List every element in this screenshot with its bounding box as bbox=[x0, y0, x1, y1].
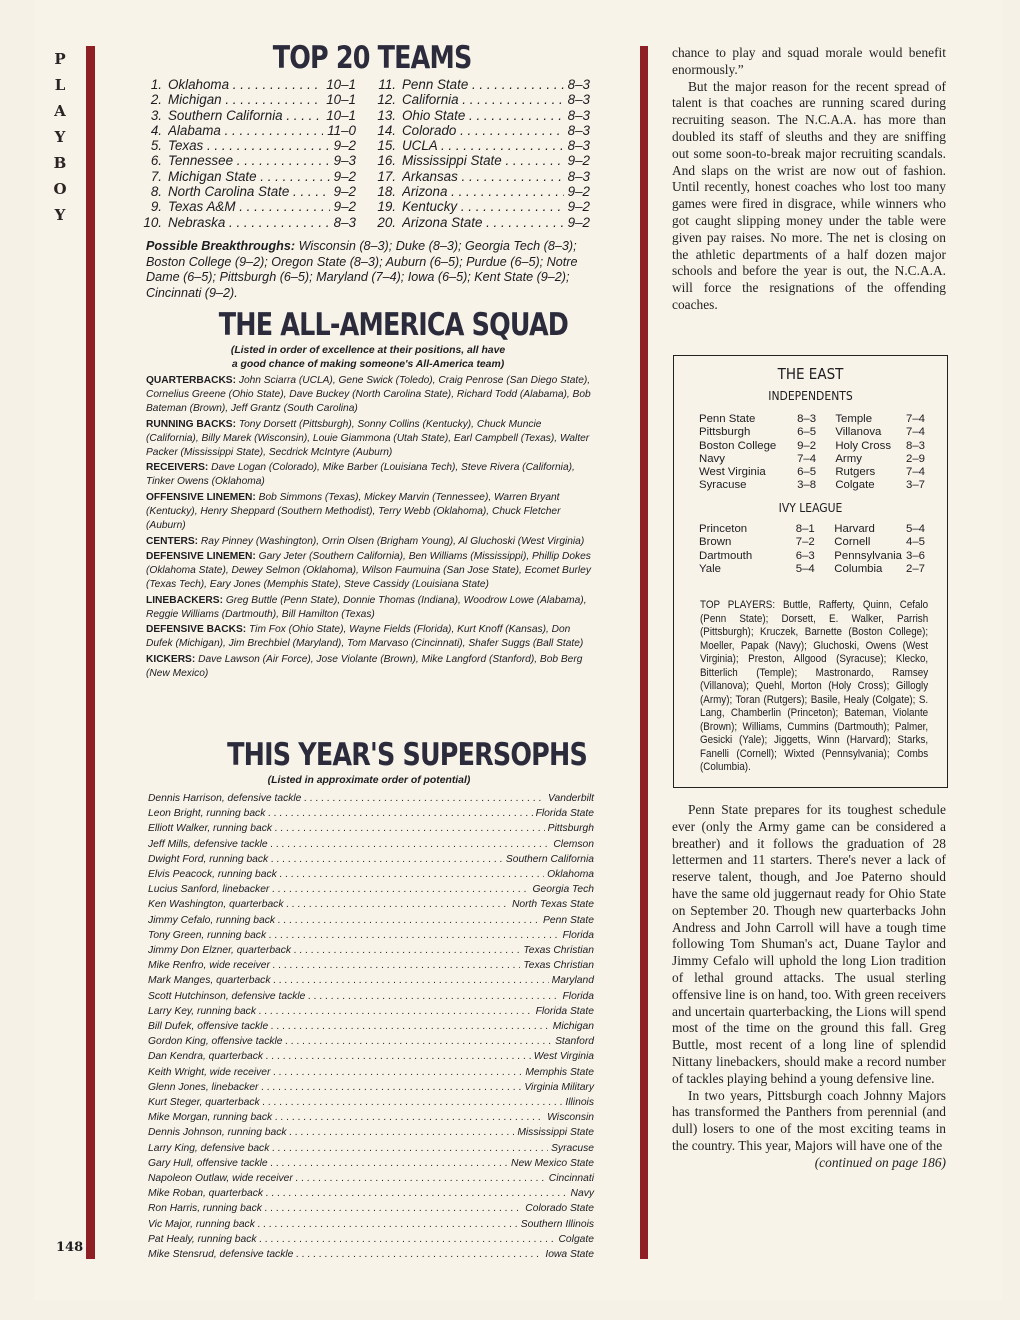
supersoph-player: Dwight Ford, running back . . . bbox=[148, 852, 503, 867]
supersoph-school: Penn State bbox=[543, 914, 594, 926]
team-record: 8–3 bbox=[567, 107, 590, 123]
standings-team: Pennsylvania bbox=[834, 549, 903, 562]
standings-row bbox=[699, 563, 925, 576]
standings-record: 3–8 bbox=[797, 479, 817, 492]
all-america-position bbox=[146, 461, 592, 489]
position-label: RUNNING BACKS: bbox=[146, 418, 236, 430]
standings-team: Dartmouth bbox=[699, 549, 753, 562]
standings-record: 5–4 bbox=[905, 523, 925, 535]
left-red-rule bbox=[86, 46, 95, 1259]
position-players: Bob Simmons (Texas), Mickey Marvin (Tennessee), Warren Bryant (Kentucky), Henry Sheppard (Southern Methodist), Terry Webb (Oklahoma), Chuck Fletcher (Auburn) bbox=[146, 491, 561, 532]
all-america-position bbox=[146, 623, 592, 651]
all-america-heading: THE ALL-AMERICA SQUAD bbox=[218, 307, 569, 343]
supersoph-school: Florida State bbox=[535, 808, 594, 820]
standings-record: 7–4 bbox=[905, 466, 925, 479]
team-record: 8–3 bbox=[567, 77, 590, 92]
all-america-note bbox=[176, 344, 560, 372]
standings-record: 4–5 bbox=[905, 536, 925, 549]
team-record: 8–3 bbox=[567, 92, 590, 108]
supersoph-school: Clemson bbox=[553, 838, 594, 850]
supersoph-player: Mike Stensrud, defensive tackle . . . bbox=[148, 1247, 542, 1262]
all-america-list bbox=[146, 374, 592, 682]
team-rank: 16. bbox=[377, 153, 396, 169]
supersoph-school: Colorado State bbox=[525, 1203, 594, 1215]
supersoph-school: Stanford bbox=[555, 1036, 594, 1048]
supersoph-row bbox=[148, 913, 594, 928]
all-america-position bbox=[146, 535, 592, 549]
team-name: Kentucky . . . bbox=[402, 199, 564, 214]
brand-letter: P bbox=[54, 50, 66, 68]
supersoph-player: Pat Healy, running back . . . bbox=[148, 1232, 556, 1247]
brand-letter: B bbox=[53, 154, 67, 172]
supersoph-player: Glenn Jones, linebacker . . . bbox=[148, 1080, 521, 1095]
team-record: 9–2 bbox=[567, 153, 590, 169]
top20-heading: TOP 20 TEAMS bbox=[272, 40, 472, 76]
team-record: 9–2 bbox=[333, 184, 356, 200]
standings-row bbox=[699, 453, 925, 466]
supersoph-school: Vanderbilt bbox=[548, 793, 594, 804]
supersophs-note: (Listed in approximate order of potential) bbox=[267, 775, 471, 786]
top-players-text: Buttle, Rafferty, Quinn, Cefalo (Penn State); Dorsett, E. Walker, Parrish (Pittsburgh); Kruczek, Barnette (Boston College); Moeller, Papak (Navy); Gluchoski, Owens (West Virginia); Preston, Allgood (Syracuse); Klecko, Bitterlich (Temple); Mastronardo, Ramsey (Villanova); Quehl, Morton (Holy Cross); Gillogly (Army); Toran (Rutgers); Basile, Healy (Colgate); S. Lang, Chamberlin (Princeton); Bateman, Violante (Brown); Williams, Cummins (Dartmouth); Palmer, Gesicki (Yale); Jiggetts, Winn (Harvard); Starks, Fanelli (Cornell); Wixted (Pennsylvania); Combs (Columbia). bbox=[700, 599, 929, 773]
supersoph-row bbox=[148, 1065, 594, 1080]
top20-row bbox=[142, 184, 356, 199]
top20-row bbox=[376, 138, 590, 153]
standings-row bbox=[699, 479, 925, 492]
team-record: 9–3 bbox=[333, 153, 356, 169]
supersoph-school: Cincinnati bbox=[548, 1173, 594, 1185]
breakthroughs-text: Wisconsin (8–3); Duke (8–3); Georgia Tech (8–3); Boston College (9–2); Oregon State (8–3); Auburn (6–5); Purdue (6–5); Notre Dame (6–5); Pittsburgh (6–5); Maryland (7–4); Iowa (6–5); Kent State (9–2); Cincinnati (9–2). bbox=[146, 239, 578, 300]
standings-record: 6–5 bbox=[797, 466, 817, 479]
supersoph-player: Elliott Walker, running back . . . bbox=[148, 821, 545, 836]
standings-team: Pittsburgh bbox=[699, 426, 751, 439]
all-america-position bbox=[146, 594, 592, 622]
all-america-position bbox=[146, 550, 592, 592]
team-rank: 11. bbox=[378, 77, 396, 92]
position-label: DEFENSIVE LINEMEN: bbox=[146, 551, 256, 563]
standings-team: Yale bbox=[699, 562, 721, 575]
supersoph-row bbox=[148, 989, 594, 1004]
all-america-note-line1: (Listed in order of excellence at their positions, all have bbox=[230, 345, 506, 356]
supersoph-row bbox=[148, 1232, 594, 1247]
article-top-p1: chance to play and squad morale would benefit enormously.” bbox=[672, 45, 946, 77]
supersoph-row bbox=[148, 1004, 594, 1019]
standings-record: 7–4 bbox=[905, 426, 925, 439]
team-name: Arizona State . . . bbox=[402, 215, 564, 230]
team-name: Alabama . . . bbox=[168, 123, 323, 138]
top20-row bbox=[142, 77, 356, 92]
magazine-brand-vertical bbox=[50, 46, 70, 228]
supersoph-school: Pittsburgh bbox=[547, 823, 594, 835]
team-rank: 19. bbox=[377, 199, 396, 215]
supersoph-player: Jeff Mills, defensive tackle . . . bbox=[148, 837, 550, 852]
standings-record: 8–3 bbox=[905, 439, 925, 452]
east-standings-box bbox=[673, 355, 948, 788]
independents-table bbox=[699, 413, 925, 493]
supersophs-list bbox=[148, 791, 594, 1262]
supersoph-player: Scott Hutchinson, defensive tackle . . . bbox=[148, 989, 560, 1004]
standings-row bbox=[699, 466, 925, 479]
continued-note: (continued on page 186) bbox=[814, 1154, 946, 1170]
standings-record: 8–3 bbox=[797, 413, 817, 425]
supersoph-school: Wisconsin bbox=[547, 1112, 594, 1124]
team-name: Arkansas . . . bbox=[402, 169, 564, 184]
supersoph-school: Texas Christian bbox=[523, 960, 594, 972]
top20-row bbox=[142, 153, 356, 168]
top20-row bbox=[142, 123, 356, 138]
supersoph-school: Syracuse bbox=[551, 1142, 594, 1154]
supersoph-player: Dan Kendra, quarterback . . . bbox=[148, 1049, 531, 1064]
top20-row bbox=[142, 138, 356, 153]
article-bottom bbox=[672, 802, 946, 1172]
supersoph-school: Georgia Tech bbox=[532, 884, 594, 896]
page-number: 148 bbox=[56, 1240, 84, 1255]
supersoph-player: Leon Bright, running back . . . bbox=[148, 806, 533, 821]
supersoph-player: Jimmy Cefalo, running back . . . bbox=[148, 913, 540, 928]
supersoph-school: Virginia Military bbox=[524, 1081, 594, 1093]
standings-record: 5–4 bbox=[795, 562, 815, 575]
team-rank: 20. bbox=[377, 214, 396, 230]
supersoph-row bbox=[148, 1217, 594, 1232]
position-label: QUARTERBACKS: bbox=[146, 375, 236, 386]
supersoph-player: Vic Major, running back . . . bbox=[148, 1217, 518, 1232]
team-rank: 7. bbox=[150, 168, 162, 184]
supersoph-player: Tony Green, running back . . . bbox=[148, 928, 560, 943]
ivy-league-table bbox=[699, 523, 925, 576]
position-players: Dave Logan (Colorado), Mike Barber (Louisiana Tech), Steve Rivera (California), Tinker Owens (Oklahoma) bbox=[146, 462, 575, 488]
supersoph-school: Mississippi State bbox=[517, 1127, 594, 1139]
standings-record: 3–6 bbox=[905, 549, 925, 562]
supersoph-school: Southern California bbox=[505, 853, 594, 865]
supersoph-row bbox=[148, 806, 594, 821]
top20-list-right bbox=[376, 77, 590, 230]
supersoph-row bbox=[148, 1095, 594, 1110]
team-rank: 5. bbox=[150, 138, 162, 154]
top20-row bbox=[376, 153, 590, 168]
team-record: 9–2 bbox=[567, 199, 590, 215]
supersoph-player: Bill Dufek, offensive tackle . . . bbox=[148, 1019, 550, 1034]
supersoph-row bbox=[148, 1186, 594, 1201]
independents-label: INDEPENDENTS bbox=[768, 389, 853, 403]
position-label: OFFENSIVE LINEMEN: bbox=[146, 491, 256, 503]
team-name: Michigan . . . bbox=[168, 92, 322, 107]
supersoph-player: Larry Key, running back . . . bbox=[148, 1004, 533, 1019]
top20-row bbox=[376, 169, 590, 184]
supersoph-player: Kurt Steger, quarterback . . . bbox=[148, 1095, 562, 1110]
supersoph-row bbox=[148, 821, 594, 836]
supersoph-school: Maryland bbox=[551, 975, 594, 987]
supersoph-row bbox=[148, 1080, 594, 1095]
brand-letter: L bbox=[54, 76, 66, 94]
supersoph-school: Iowa State bbox=[545, 1249, 594, 1261]
supersoph-player: Keith Wright, wide receiver . . . bbox=[148, 1065, 522, 1080]
supersoph-row bbox=[148, 1141, 594, 1156]
team-record: 9–2 bbox=[567, 214, 590, 230]
position-label: CENTERS: bbox=[146, 535, 199, 547]
team-rank: 17. bbox=[377, 168, 396, 184]
team-record: 9–2 bbox=[333, 138, 356, 154]
team-name: Penn State . . . bbox=[402, 77, 564, 92]
supersoph-school: Florida bbox=[562, 929, 594, 941]
position-players: Dave Lawson (Air Force), Jose Violante (Brown), Mike Langford (Stanford), Bob Berg (New Mexico) bbox=[146, 653, 583, 679]
team-rank: 4. bbox=[150, 122, 162, 138]
all-america-note-line2: a good chance of making someone's All-America team) bbox=[231, 359, 505, 370]
standings-team: Holy Cross bbox=[835, 439, 892, 452]
top20-row bbox=[142, 215, 356, 230]
position-players: Tony Dorsett (Pittsburgh), Sonny Collins (Kentucky), Chuck Muncie (California), Billy Marek (Wisconsin), Louie Giammona (Utah State), Earl Campbell (Texas), Walter Packer (Mississippi State), Secdrick McIntyre (Auburn) bbox=[146, 418, 590, 458]
position-label: RECEIVERS: bbox=[146, 462, 209, 474]
supersoph-player: Dennis Harrison, defensive tackle . . . bbox=[148, 791, 545, 806]
top20-row bbox=[376, 92, 590, 107]
team-name: California . . . bbox=[402, 92, 564, 107]
standings-team: Army bbox=[835, 452, 862, 465]
supersoph-row bbox=[148, 867, 594, 882]
standings-team: Harvard bbox=[834, 523, 875, 535]
standings-team: Boston College bbox=[699, 439, 777, 452]
standings-record: 6–3 bbox=[795, 549, 815, 562]
standings-record: 8–1 bbox=[795, 523, 815, 535]
team-rank: 10. bbox=[143, 214, 162, 230]
supersoph-player: Elvis Peacock, running back . . . bbox=[148, 867, 544, 882]
position-players: Tim Fox (Ohio State), Wayne Fields (Florida), Kurt Knoff (Kansas), Don Dufek (Michigan), Jim Brechbiel (Maryland), Tom Marvaso (Cincinnati), Shafer Suggs (Ball State) bbox=[146, 624, 584, 650]
standings-team: Rutgers bbox=[835, 466, 876, 479]
supersoph-player: Napoleon Outlaw, wide receiver . . . bbox=[148, 1171, 546, 1186]
top-players-label: TOP PLAYERS: bbox=[700, 599, 776, 611]
ivy-league-label: IVY LEAGUE bbox=[778, 501, 843, 515]
supersoph-row bbox=[148, 852, 594, 867]
position-players: Greg Buttle (Penn State), Donnie Thomas (Indiana), Woodrow Lowe (Alabama), Reggie Williams (Dartmouth), Bill Hamilton (Texas) bbox=[146, 594, 587, 620]
standings-row bbox=[699, 536, 925, 549]
supersoph-row bbox=[148, 958, 594, 973]
supersoph-row bbox=[148, 1156, 594, 1171]
article-bottom-p1: Penn State prepares for its toughest schedule ever (only the Army game can be considered a breather) and it follows the graduation of 28 lettermen and 11 starters. There's never a lack of reserve talent, though, and Joe Paterno should have the same old juggernaut ready for Ohio State on September 20. Though new quarterbacks John Andress and John Carroll will have a tough time following Tom Shuman's act, Duane Taylor and Jimmy Cefalo will uphold the long Lion tradition of lethal ground attacks. The usual sterling offensive line is on hand, too. With green receivers and uncertain quarterbacking, the Lions will spend most of the time on the ground this fall. Greg Buttle, most recent of a long line of splendid Nittany linebackers, should make a record number of tackles playing behind a young defensive line. bbox=[672, 802, 946, 1086]
breakthroughs-paragraph bbox=[146, 239, 592, 301]
supersoph-player: Gordon King, offensive tackle . . . bbox=[148, 1034, 552, 1049]
article-top-p2: But the major reason for the recent spread of talent is that coaches are running scared during recruiting season. The N.C.A.A. has more than doubled its staff of sleuths and they are sniffing out some soon-to-break major recruiting scandals. And slaps on the wrist are now out of fashion. Until recently, honest coaches who lost too many games were fired in disgrace, while winners who got caught slipping money under the table were given pay raises. No more. The net is closing on the athletic departments of a half dozen major schools and before the year is out, the N.C.A.A. will force the resignations of the offending coaches. bbox=[672, 78, 946, 312]
team-rank: 1. bbox=[150, 77, 162, 92]
supersoph-player: Mike Renfro, wide receiver . . . bbox=[148, 958, 520, 973]
standings-team: Columbia bbox=[834, 562, 883, 575]
supersoph-row bbox=[148, 1019, 594, 1034]
team-rank: 12. bbox=[377, 92, 396, 108]
top20-row bbox=[376, 215, 590, 230]
standings-team: West Virginia bbox=[699, 466, 766, 479]
top20-row bbox=[376, 199, 590, 214]
team-name: Oklahoma . . . bbox=[168, 77, 322, 92]
supersoph-row bbox=[148, 1034, 594, 1049]
supersoph-player: Ken Washington, quarterback . . . bbox=[148, 897, 509, 912]
top20-list-left bbox=[142, 77, 356, 230]
supersoph-row bbox=[148, 882, 594, 897]
supersoph-school: North Texas State bbox=[511, 899, 594, 911]
all-america-position bbox=[146, 374, 592, 416]
brand-letter: Y bbox=[54, 128, 66, 146]
supersoph-school: Michigan bbox=[552, 1021, 594, 1033]
east-box-title: THE EAST bbox=[777, 365, 844, 383]
supersoph-row bbox=[148, 973, 594, 988]
team-name: Arizona . . . bbox=[402, 184, 564, 199]
supersoph-row bbox=[148, 928, 594, 943]
brand-letter: Y bbox=[54, 206, 66, 224]
team-name: Tennessee . . . bbox=[168, 153, 330, 168]
supersoph-school: Texas Christian bbox=[523, 945, 594, 957]
supersoph-school: Memphis State bbox=[525, 1066, 594, 1078]
standings-row bbox=[699, 413, 925, 426]
standings-row bbox=[699, 426, 925, 439]
team-name: Michigan State . . . bbox=[168, 169, 330, 184]
supersoph-row bbox=[148, 1247, 594, 1262]
team-record: 8–3 bbox=[567, 138, 590, 154]
team-name: UCLA . . . bbox=[402, 138, 564, 153]
team-rank: 8. bbox=[150, 184, 162, 200]
article-top bbox=[672, 45, 946, 314]
standings-team: Temple bbox=[835, 413, 873, 425]
supersoph-school: Southern Illinois bbox=[520, 1218, 594, 1230]
supersophs-heading: THIS YEAR'S SUPERSOPHS bbox=[227, 737, 587, 773]
team-record: 9–2 bbox=[333, 199, 356, 215]
team-name: Ohio State . . . bbox=[402, 108, 564, 123]
standings-team: Navy bbox=[699, 452, 725, 465]
top20-row bbox=[376, 77, 590, 92]
standings-row bbox=[699, 550, 925, 563]
team-name: Colorado . . . bbox=[402, 123, 564, 138]
team-record: 11–0 bbox=[327, 122, 356, 138]
team-rank: 2. bbox=[150, 92, 162, 108]
supersoph-player: Larry King, defensive back . . . bbox=[148, 1141, 548, 1156]
supersoph-player: Ron Harris, running back . . . bbox=[148, 1201, 522, 1216]
supersoph-school: Florida State bbox=[535, 1005, 594, 1017]
supersoph-row bbox=[148, 897, 594, 912]
standings-record: 2–7 bbox=[905, 562, 925, 575]
all-america-position bbox=[146, 418, 592, 460]
standings-row bbox=[699, 523, 925, 536]
standings-record: 3–7 bbox=[905, 479, 925, 492]
top20-row bbox=[142, 199, 356, 214]
supersoph-school: Illinois bbox=[565, 1097, 594, 1109]
team-record: 10–1 bbox=[326, 107, 356, 123]
team-name: Southern California . . . bbox=[168, 108, 322, 123]
standings-team: Cornell bbox=[834, 536, 871, 549]
all-america-position bbox=[146, 653, 592, 681]
standings-team: Penn State bbox=[699, 413, 756, 425]
standings-record: 6–5 bbox=[797, 426, 817, 439]
standings-row bbox=[699, 440, 925, 453]
supersoph-school: Florida bbox=[562, 990, 594, 1002]
position-players: Gary Jeter (Southern California), Ben Williams (Mississippi), Phillip Dokes (Oklahoma State), Dewey Selmon (Oklahoma), Wilson Faumuina (San Jose State), Ecomet Burley (Texas Tech), Eary Jones (Memphis State), Steve Cassidy (Louisiana State) bbox=[146, 551, 591, 591]
supersoph-row bbox=[148, 1049, 594, 1064]
team-rank: 14. bbox=[377, 122, 396, 138]
supersoph-player: Gary Hull, offensive tackle . . . bbox=[148, 1156, 508, 1171]
supersoph-school: Colgate bbox=[558, 1233, 594, 1245]
standings-record: 7–2 bbox=[795, 536, 815, 549]
brand-letter: O bbox=[53, 180, 67, 198]
team-rank: 18. bbox=[377, 184, 396, 200]
supersoph-row bbox=[148, 1201, 594, 1216]
supersoph-school: West Virginia bbox=[533, 1051, 594, 1063]
supersoph-player: Mike Morgan, running back . . . bbox=[148, 1110, 544, 1125]
supersoph-row bbox=[148, 837, 594, 852]
supersoph-player: Mike Roban, quarterback . . . bbox=[148, 1186, 568, 1201]
position-label: DEFENSIVE BACKS: bbox=[146, 624, 247, 636]
standings-team: Princeton bbox=[699, 523, 748, 535]
top20-row bbox=[376, 123, 590, 138]
brand-letter: A bbox=[54, 102, 66, 120]
top-players-paragraph bbox=[700, 599, 928, 775]
team-name: Texas A&M . . . bbox=[168, 199, 330, 214]
top20-row bbox=[142, 108, 356, 123]
supersoph-player: Lucius Sanford, linebacker . . . bbox=[148, 882, 530, 897]
supersoph-row bbox=[148, 1171, 594, 1186]
team-rank: 6. bbox=[150, 153, 162, 169]
standings-team: Villanova bbox=[835, 426, 882, 439]
supersoph-player: Mark Manges, quarterback . . . bbox=[148, 973, 549, 988]
top20-row bbox=[376, 108, 590, 123]
breakthroughs-label: Possible Breakthroughs: bbox=[146, 239, 296, 253]
team-rank: 15. bbox=[377, 138, 396, 154]
supersoph-row bbox=[148, 791, 594, 806]
position-players: Ray Pinney (Washington), Orrin Olsen (Brigham Young), Al Gluchoski (West Virginia) bbox=[200, 535, 585, 547]
standings-record: 7–4 bbox=[905, 413, 925, 425]
supersoph-player: Jimmy Don Elzner, quarterback . . . bbox=[148, 943, 520, 958]
top20-row bbox=[376, 184, 590, 199]
team-record: 8–3 bbox=[333, 214, 356, 230]
standings-team: Brown bbox=[699, 536, 732, 549]
top20-row bbox=[142, 169, 356, 184]
team-record: 10–1 bbox=[326, 77, 356, 92]
team-record: 9–2 bbox=[333, 168, 356, 184]
team-rank: 9. bbox=[150, 199, 162, 215]
team-record: 8–3 bbox=[567, 168, 590, 184]
standings-record: 2–9 bbox=[905, 452, 925, 465]
team-rank: 13. bbox=[377, 107, 396, 123]
center-red-rule bbox=[640, 46, 648, 1259]
team-record: 10–1 bbox=[326, 92, 356, 108]
standings-record: 7–4 bbox=[797, 452, 817, 465]
team-record: 9–2 bbox=[567, 184, 590, 200]
team-record: 8–3 bbox=[567, 122, 590, 138]
team-name: Mississippi State . . . bbox=[402, 153, 564, 168]
top20-row bbox=[142, 92, 356, 107]
supersoph-school: New Mexico State bbox=[511, 1157, 594, 1169]
supersoph-player: Dennis Johnson, running back . . . bbox=[148, 1125, 514, 1140]
position-label: LINEBACKERS: bbox=[146, 594, 223, 606]
position-label: KICKERS: bbox=[146, 653, 196, 665]
position-players: John Sciarra (UCLA), Gene Swick (Toledo), Craig Penrose (San Diego State), Cornelius Greene (Ohio State), Dave Buckey (North Carolina State), Richard Todd (Alabama), Bob Bateman (Brown), Jeff Grantz (South Carolina) bbox=[146, 375, 591, 415]
team-name: North Carolina State . . . bbox=[168, 184, 330, 199]
article-bottom-p2: In two years, Pittsburgh coach Johnny Majors has transformed the Panthers from perennial (and dull) losers to one of the most exciting teams in the country. This year, Majors will have one of the bbox=[672, 1087, 946, 1153]
supersoph-row bbox=[148, 1125, 594, 1140]
supersoph-row bbox=[148, 1110, 594, 1125]
team-name: Nebraska . . . bbox=[168, 215, 330, 230]
supersoph-row bbox=[148, 943, 594, 958]
team-name: Texas . . . bbox=[168, 138, 330, 153]
team-rank: 3. bbox=[150, 107, 162, 123]
standings-team: Colgate bbox=[835, 479, 875, 492]
standings-record: 9–2 bbox=[797, 439, 817, 452]
supersoph-school: Navy bbox=[570, 1188, 594, 1200]
all-america-position bbox=[146, 491, 592, 533]
supersoph-school: Oklahoma bbox=[547, 869, 594, 881]
standings-team: Syracuse bbox=[699, 479, 747, 492]
